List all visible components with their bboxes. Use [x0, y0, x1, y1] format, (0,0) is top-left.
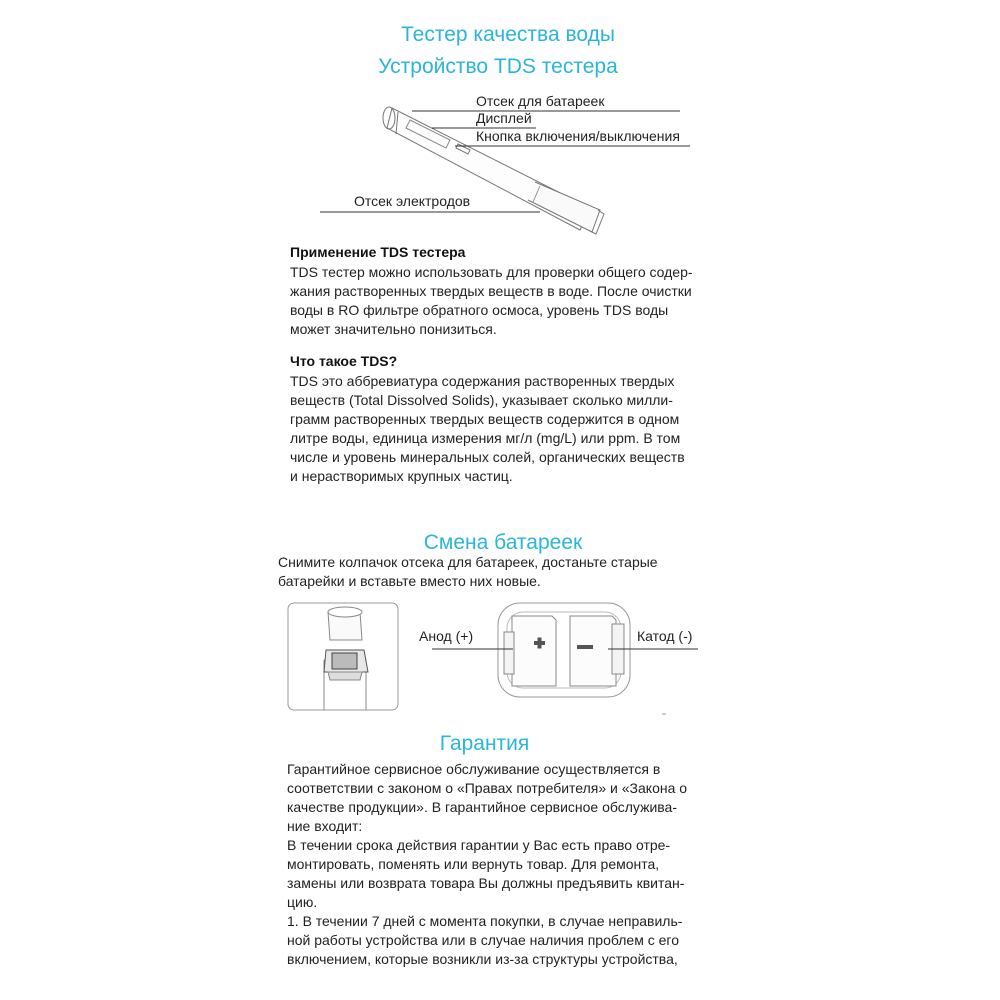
- text-line: TDS тестер можно использовать для проверки общего содер-: [290, 264, 693, 280]
- application-heading: Применение TDS тестера: [290, 244, 466, 260]
- text-line: монтировать, поменять или вернуть товар. Для ремонта,: [287, 856, 660, 872]
- text-line: включением, которые возникли из-за структуры устройства,: [287, 951, 678, 967]
- text-line: Снимите колпачок отсека для батареек, достаньте старые: [278, 554, 658, 570]
- text-line: числе и уровень минеральных солей, органических веществ: [290, 449, 685, 465]
- text-line: батарейки и вставьте вместо них новые.: [278, 573, 541, 589]
- label-display: Дисплей: [476, 110, 532, 126]
- text-line: и нерастворимых крупных частиц.: [290, 468, 513, 484]
- label-power-button: Кнопка включения/выключения: [476, 128, 680, 144]
- battery-change-title: Смена батареек: [423, 531, 583, 554]
- text-line: может значительно понизиться.: [290, 321, 497, 337]
- text-line: литре воды, единица измерения мг/л (mg/L) или ppm. В том: [290, 430, 681, 446]
- text-line: В течении срока действия гарантии у Вас есть право отре-: [287, 837, 671, 853]
- text-line: цию.: [287, 894, 318, 910]
- cathode-label: Катод (-): [637, 628, 693, 644]
- text-line: ной работы устройства или в случае наличия проблем с его: [287, 932, 679, 948]
- anode-label: Анод (+): [419, 628, 474, 644]
- label-battery-compartment: Отсек для батареек: [476, 93, 605, 109]
- text-line: качестве продукции». В гарантийное сервисное обслужива-: [287, 799, 677, 815]
- page-title: Тестер качества воды: [401, 23, 615, 46]
- text-line: грамм растворенных твердых веществ содержится в одном: [290, 411, 680, 427]
- text-line: 1. В течении 7 дней с момента покупки, в случае неправиль-: [287, 913, 683, 929]
- text-line: Гарантийное сервисное обслуживание осуществляется в: [287, 761, 661, 777]
- text-line: соответствии с законом о «Правах потребителя» и «Закона о: [287, 780, 688, 796]
- warranty-title: Гарантия: [439, 732, 530, 755]
- what-is-tds-heading: Что такое TDS?: [290, 353, 398, 369]
- warranty-text: [287, 760, 687, 969]
- text-line: TDS это аббревиатура содержания растворенных твердых: [290, 373, 675, 389]
- page-subtitle: Устройство TDS тестера: [378, 55, 618, 78]
- text-line: ние входит:: [287, 818, 363, 834]
- label-electrode-compartment: Отсек электродов: [354, 193, 471, 209]
- text-line: жания растворенных твердых веществ в воде. После очистки: [290, 283, 692, 299]
- text-line: замены или возврата товара Вы должны предъявить квитан-: [287, 875, 685, 891]
- text-line: веществ (Total Dissolved Solids), указывает сколько милли-: [290, 392, 673, 408]
- text-line: воды в RO фильтре обратного осмоса, уровень TDS воды: [290, 302, 669, 318]
